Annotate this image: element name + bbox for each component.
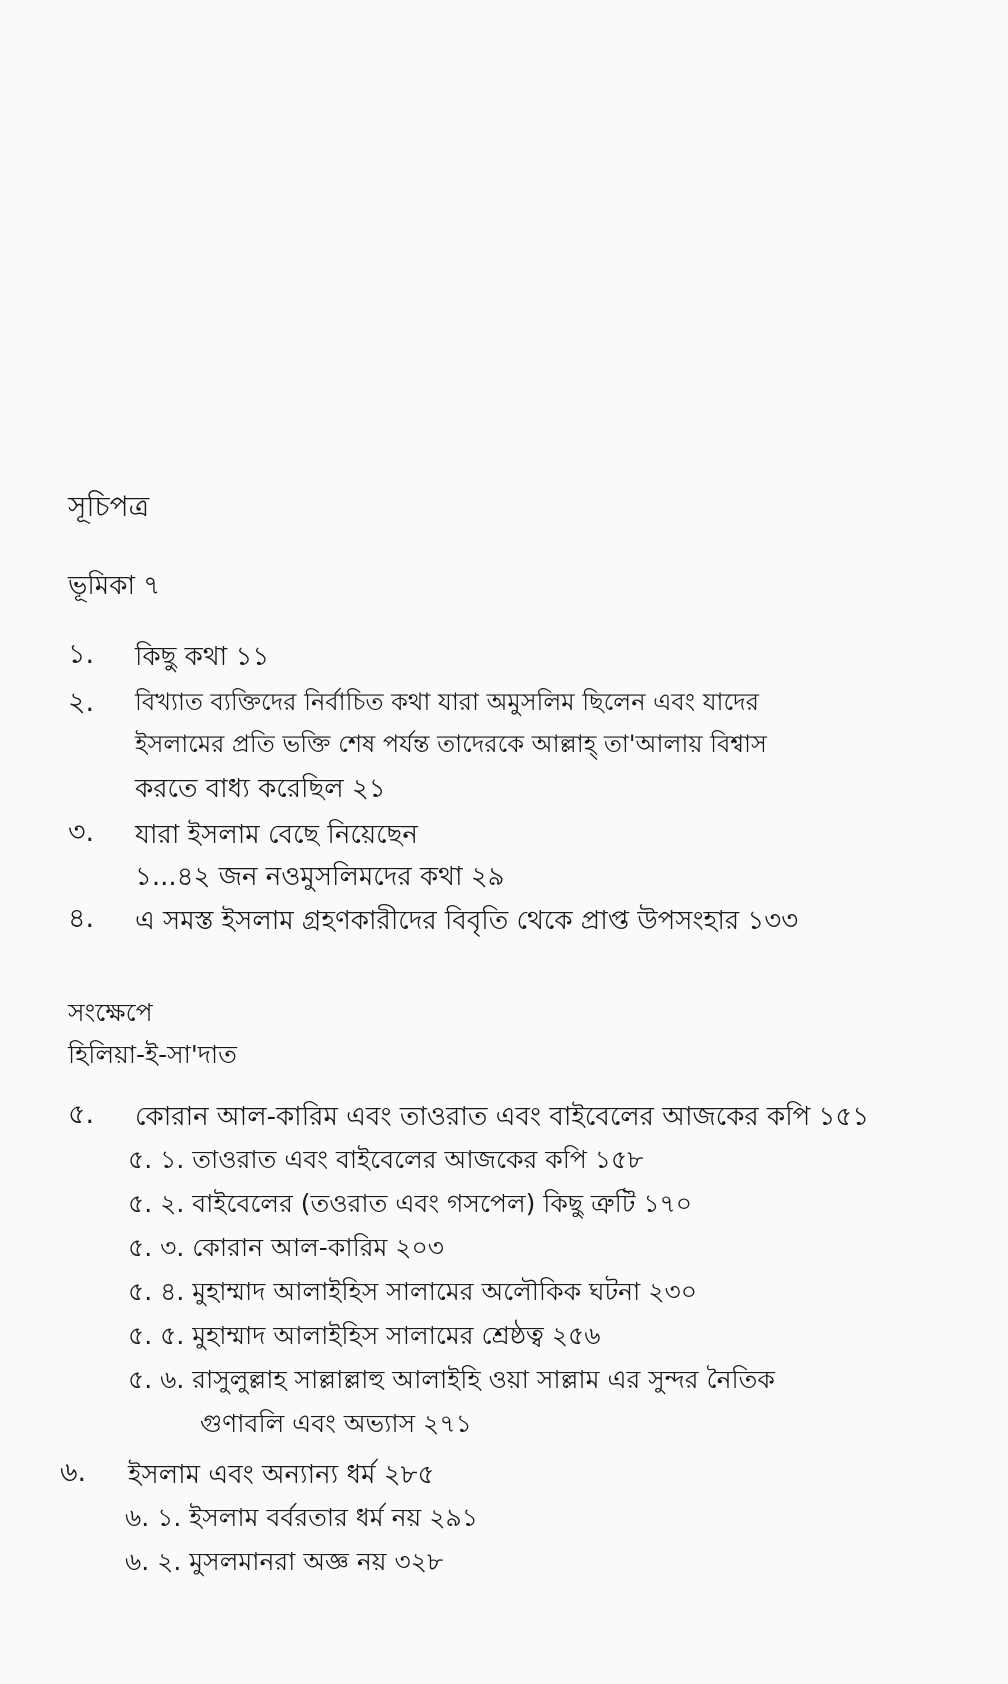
- toc-entry-continued: ১...৪২ জন নওমুসলিমদের কথা ২৯: [135, 862, 505, 892]
- toc-subentry: ৫. ৩. কোরান আল-কারিম ২০৩: [128, 1233, 445, 1262]
- toc-number: ৫.: [68, 1099, 95, 1130]
- intro-label: ভূমিকা: [68, 571, 135, 601]
- page-title: সূচিপত্র: [68, 490, 150, 523]
- toc-subentry-continued: গুণাবলি এবং অভ্যাস ২৭১: [200, 1409, 472, 1438]
- toc-subentry: ৫. ৬. রাসুলুল্লাহ সাল্লাল্লাহু আলাইহি ওয়া সাল্লাম এর সুন্দর নৈতিক: [128, 1365, 775, 1394]
- toc-number: ৩.: [68, 817, 95, 848]
- intro-page: ৭: [143, 571, 161, 601]
- toc-number: ২.: [68, 687, 95, 718]
- section-label: হিলিয়া-ই-সা'দাত: [68, 1040, 237, 1069]
- toc-subentry: ৬. ২. মুসলমানরা অজ্ঞ নয় ৩২৮: [125, 1547, 444, 1576]
- intro-entry: [68, 565, 160, 609]
- toc-entry: যারা ইসলাম বেছে নিয়েছেন: [135, 820, 418, 850]
- toc-number: ৪.: [68, 903, 95, 934]
- toc-number: ১.: [68, 639, 95, 670]
- toc-entry-continued: করতে বাধ্য করেছিল ২১: [135, 774, 386, 804]
- toc-subentry: ৬. ১. ইসলাম বর্বরতার ধর্ম নয় ২৯১: [125, 1503, 478, 1532]
- toc-subentry: ৫. ১. তাওরাত এবং বাইবেলের আজকের কপি ১৫৮: [128, 1145, 644, 1174]
- toc-subentry: ৫. ৫. মুহাম্মাদ আলাইহিস সালামের শ্রেষ্ঠত্ব ২৫৬: [128, 1321, 601, 1350]
- section-label: সংক্ষেপে: [68, 998, 153, 1027]
- toc-number: ৬.: [60, 1457, 87, 1488]
- toc-subentry: ৫. ৪. মুহাম্মাদ আলাইহিস সালামের অলৌকিক ঘটনা ২৩০: [128, 1277, 697, 1306]
- toc-entry: বিখ্যাত ব্যক্তিদের নির্বাচিত কথা যারা অমুসলিম ছিলেন এবং যাদের: [135, 688, 759, 716]
- toc-subentry: ৫. ২. বাইবেলের (তওরাত এবং গসপেল) কিছু ত্রুটি ১৭০: [128, 1189, 693, 1218]
- toc-entry: কোরান আল-কারিম এবং তাওরাত এবং বাইবেলের আজকের কপি ১৫১: [135, 1102, 870, 1132]
- toc-entry-continued: ইসলামের প্রতি ভক্তি শেষ পর্যন্ত তাদেরকে আল্লাহ্ তা'আলায় বিশ্বাস: [135, 730, 767, 758]
- toc-entry: ইসলাম এবং অন্যান্য ধর্ম ২৮৫: [128, 1460, 435, 1490]
- toc-entry: কিছু কথা ১১: [135, 642, 270, 672]
- toc-entry: এ সমস্ত ইসলাম গ্রহণকারীদের বিবৃতি থেকে প্রাপ্ত উপসংহার ১৩৩: [135, 906, 799, 936]
